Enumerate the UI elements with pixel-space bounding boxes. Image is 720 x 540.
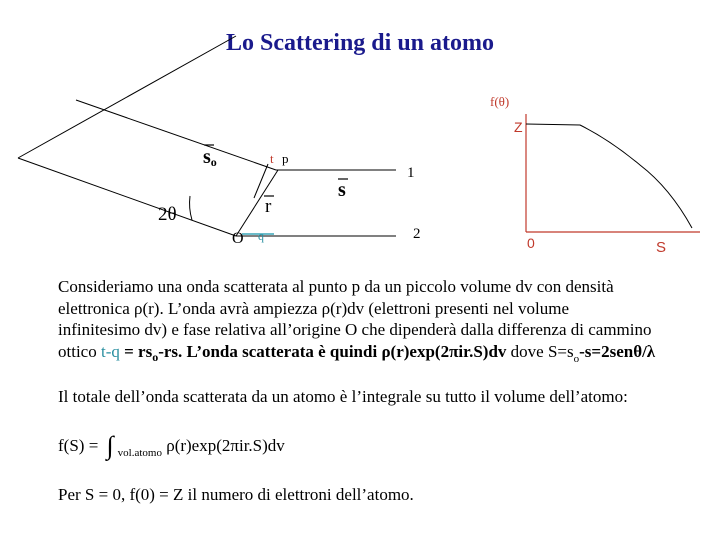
paragraph-2: Il totale dell’onda scatterata da un atomo è l’integrale su tutto il volume dell’atomo:	[58, 387, 628, 406]
t-label: t	[270, 151, 274, 166]
scattering-factor-curve	[526, 124, 692, 228]
incident-ray-lower	[18, 158, 236, 236]
angle-label: 2θ	[158, 204, 177, 225]
s-label: s	[338, 179, 346, 201]
incident-ray-top	[76, 100, 276, 170]
graph-y-label: f(θ)	[490, 94, 510, 109]
graph-z-label: Z	[514, 119, 523, 135]
paragraph-1-line-1: Consideriamo una onda scatterata al punto p da un piccolo volume dv con densità	[58, 277, 614, 296]
origin-label: O	[232, 230, 244, 247]
integral-formula: f(S) = ∫ $_{vol.atomo}$ ρ(r)exp(2πir.S)dv	[58, 431, 285, 460]
paragraph-1	[58, 276, 698, 365]
incident-ray-upper	[18, 36, 236, 158]
graph-x-label: S	[656, 239, 667, 256]
s0-label: so	[203, 146, 217, 169]
q-label: q	[258, 229, 264, 243]
page-title: Lo Scattering di un atomo	[225, 30, 494, 56]
graph-origin-label: 0	[527, 235, 535, 251]
paragraph-1-line-4: ottico $t-q = rs_o-rs$. L’onda scatterata è quindi ρ(r)exp(2πir.S)dv dove $S=s_o-s=2sen\theta/\lambda$	[58, 341, 656, 365]
ray-1-label: 1	[407, 165, 415, 181]
path-t-segment	[254, 164, 268, 198]
angle-arc	[190, 196, 192, 220]
p-label: p	[282, 151, 289, 166]
paragraph-1-line-2: elettronica ρ(r). L’onda avrà ampiezza ρ(r)dv (elettroni presenti nel volume	[58, 298, 570, 318]
ray-2-label: 2	[413, 226, 421, 242]
paragraph-3: Per S = 0, f(0) = Z il numero di elettroni dell’atomo.	[58, 485, 414, 504]
r-vector	[236, 170, 278, 236]
r-label: r	[265, 196, 272, 217]
paragraph-1-line-3: infinitesimo dv) e fase relativa all’origine O che dipenderà dalla differenza di cammino	[58, 320, 652, 339]
